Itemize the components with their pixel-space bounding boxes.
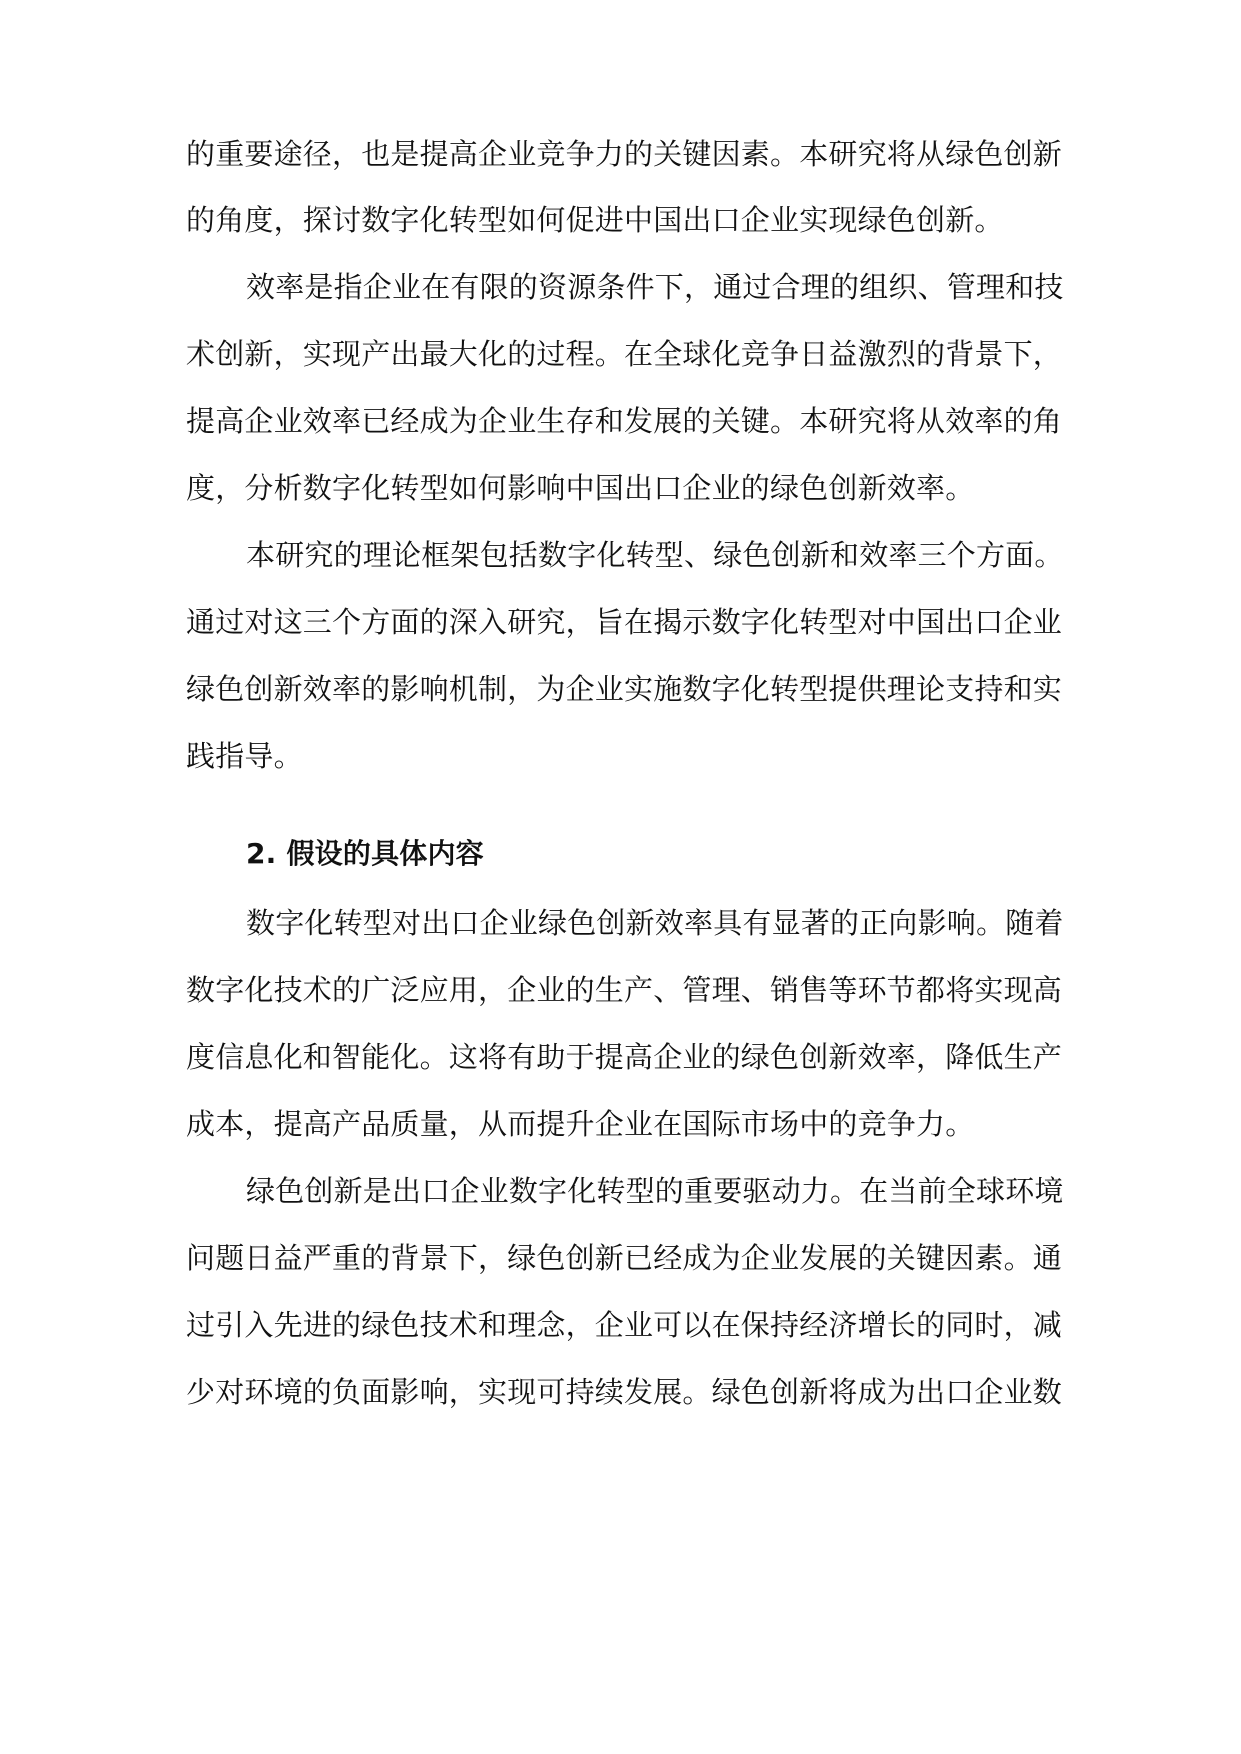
paragraph-line: 数字化技术的广泛应用，企业的生产、管理、销售等环节都将实现高 [186,973,1063,1007]
paragraph-line: 术创新，实现产出最大化的过程。在全球化竞争日益激烈的背景下， [186,337,1063,371]
paragraph-line: 的重要途径，也是提高企业竞争力的关键因素。本研究将从绿色创新 [186,137,1063,171]
paragraph-line: 数字化转型对出口企业绿色创新效率具有显著的正向影响。随着 [246,906,1064,940]
paragraph-line: 少对环境的负面影响，实现可持续发展。绿色创新将成为出口企业数 [186,1375,1063,1409]
paragraph-line: 提高企业效率已经成为企业生存和发展的关键。本研究将从效率的角 [186,404,1063,438]
paragraph-line: 效率是指企业在有限的资源条件下，通过合理的组织、管理和技 [246,270,1064,304]
paragraph-line: 问题日益严重的背景下，绿色创新已经成为企业发展的关键因素。通 [186,1241,1063,1275]
paragraph-line: 度，分析数字化转型如何影响中国出口企业的绿色创新效率。 [186,471,975,505]
paragraph-line: 通过对这三个方面的深入研究，旨在揭示数字化转型对中国出口企业 [186,605,1063,639]
paragraph-line: 本研究的理论框架包括数字化转型、绿色创新和效率三个方面。 [246,538,1064,572]
paragraph-line: 绿色创新是出口企业数字化转型的重要驱动力。在当前全球环境 [246,1174,1064,1208]
paragraph-line: 度信息化和智能化。这将有助于提高企业的绿色创新效率，降低生产 [186,1040,1063,1074]
paragraph-line: 践指导。 [186,739,303,773]
paragraph-line: 绿色创新效率的影响机制，为企业实施数字化转型提供理论支持和实 [186,672,1063,706]
paragraph-line: 过引入先进的绿色技术和理念，企业可以在保持经济增长的同时，减 [186,1308,1063,1342]
section-heading: 2. 假设的具体内容 [246,837,484,870]
paragraph-line: 成本，提高产品质量，从而提升企业在国际市场中的竞争力。 [186,1107,975,1141]
paragraph-line: 的角度，探讨数字化转型如何促进中国出口企业实现绿色创新。 [186,203,1004,237]
